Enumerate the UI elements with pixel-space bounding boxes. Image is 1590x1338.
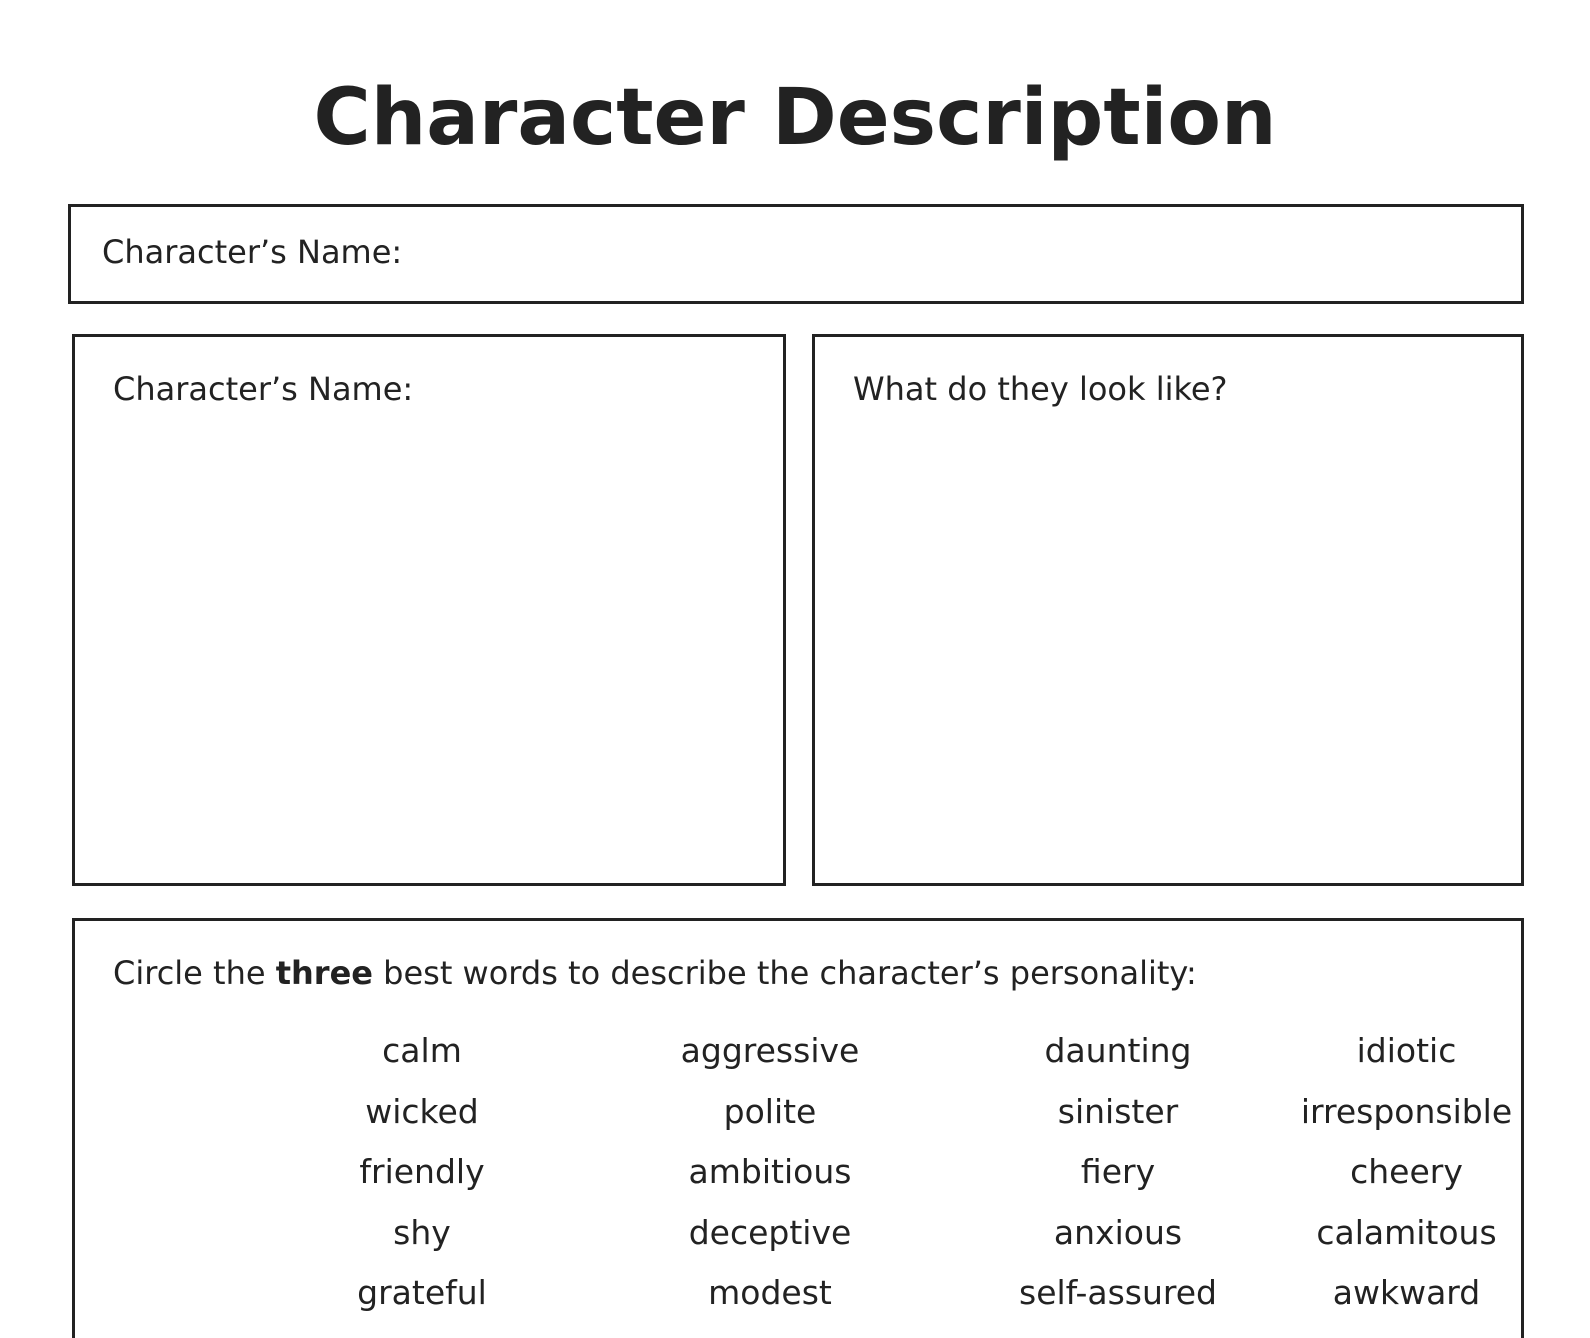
character-drawing-box[interactable] [72, 334, 786, 886]
personality-word-grid [75, 1021, 1521, 1324]
word-option[interactable]: anxious [1053, 1212, 1183, 1252]
character-name-label: Character’s Name: [102, 233, 403, 271]
appearance-question-label: What do they look like? [853, 370, 1228, 408]
word-option[interactable]: idiotic [1356, 1031, 1457, 1070]
character-name-box[interactable] [68, 204, 1524, 304]
word-option[interactable]: irresponsible [1300, 1091, 1513, 1131]
word-option[interactable]: sinister [1057, 1091, 1179, 1131]
word-column-1 [248, 1021, 596, 1324]
word-option[interactable]: polite [723, 1091, 817, 1131]
word-option[interactable]: aggressive [680, 1031, 860, 1070]
word-option[interactable]: friendly [359, 1152, 485, 1191]
instruction-text-end: best words to describe the character’s personality: [372, 954, 1197, 992]
word-option[interactable]: wicked [365, 1091, 479, 1131]
drawing-box-label: Character’s Name: [113, 370, 414, 408]
word-column-3 [944, 1021, 1292, 1324]
word-option[interactable]: ambitious [688, 1152, 852, 1191]
word-option[interactable]: calm [382, 1031, 462, 1070]
word-option[interactable]: shy [393, 1212, 451, 1252]
word-option[interactable]: grateful [357, 1273, 487, 1312]
grid-margin [75, 1021, 248, 1324]
word-option[interactable]: modest [708, 1273, 832, 1312]
instruction-text-start: Circle the [113, 954, 276, 992]
word-option[interactable]: calamitous [1316, 1212, 1497, 1252]
word-option[interactable]: deceptive [688, 1212, 852, 1252]
instruction-emphasis: three [275, 954, 373, 992]
word-option[interactable]: daunting [1044, 1031, 1192, 1070]
word-column-4 [1292, 1021, 1521, 1324]
personality-box [72, 918, 1524, 1338]
word-option[interactable]: self-assured [1019, 1273, 1217, 1312]
word-option[interactable]: fiery [1080, 1152, 1156, 1191]
word-option[interactable]: cheery [1350, 1152, 1463, 1191]
word-option[interactable]: awkward [1332, 1273, 1481, 1312]
word-column-2 [596, 1021, 944, 1324]
appearance-box[interactable] [812, 334, 1524, 886]
personality-instruction [113, 953, 1197, 993]
worksheet-title: Character Description [313, 73, 1277, 163]
